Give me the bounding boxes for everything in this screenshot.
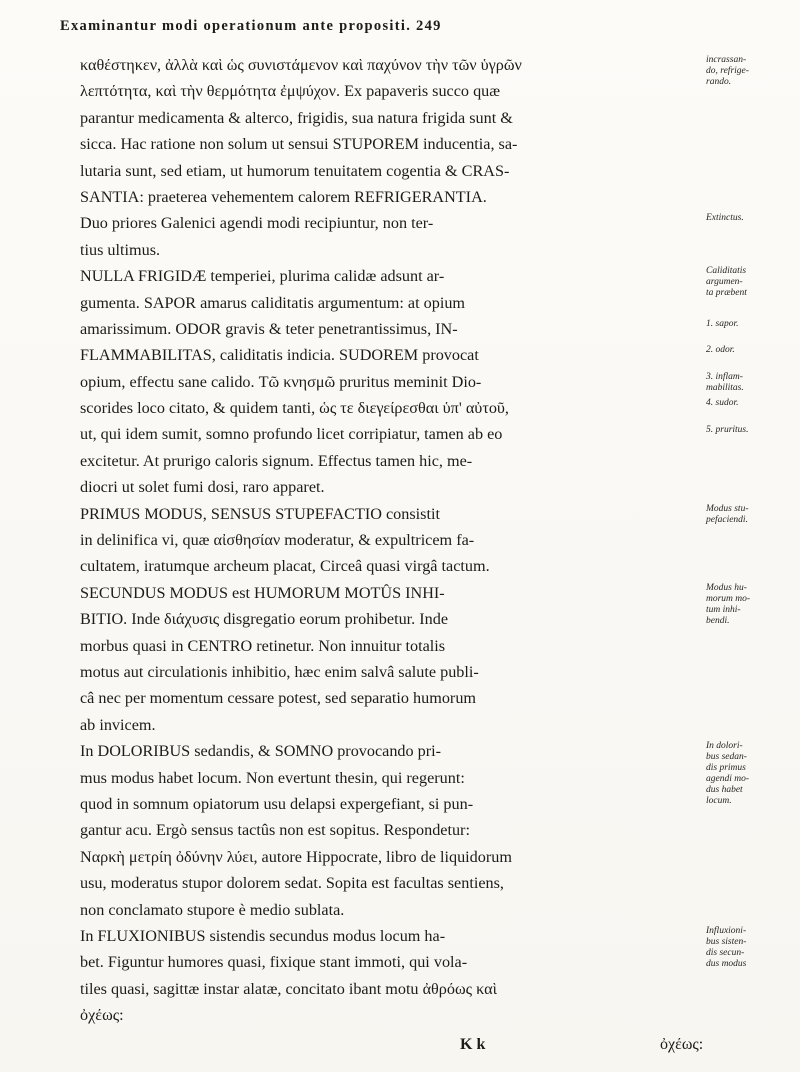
text-line: PRIMUS MODUS, SENSUS STUPEFACTIO consistit [80, 504, 440, 523]
margin-note: incrassan- do, refrige- rando. [706, 55, 749, 87]
text-line: motus aut circulationis inhibitio, hæc enim salvâ salute publi- [80, 662, 479, 681]
margin-note: Caliditatis argumen- ta præbent [706, 266, 747, 299]
text-line: In DOLORIBUS sedandis, & SOMNO provocando pri- [80, 742, 442, 761]
text-line: amarissimum. ODOR gravis & teter penetrantissimus, IN- [80, 319, 458, 338]
text-line: morbus quasi in CENTRO retinetur. Non innuitur totalis [80, 636, 446, 655]
margin-note: 2. odor. [706, 345, 735, 356]
margin-note: Modus stu- pefaciendi. [706, 503, 749, 525]
text-line: mus modus habet locum. Non evertunt thesin, qui regerunt: [80, 768, 465, 787]
running-header: Examinantur modi operationum ante propositi. 249 [60, 18, 442, 34]
margin-note: 5. pruritus. [706, 424, 749, 435]
text-line: câ nec per momentum cessare potest, sed separatio humorum [80, 689, 477, 708]
text-line: λεπτότητα, καὶ τὴν θερμότητα ἐμψύχον. Ex papaveris succo quæ [80, 82, 501, 101]
margin-note: 1. sapor. [706, 319, 739, 329]
text-line: ὀχέως: [80, 1006, 124, 1025]
text-line: scorides loco citato, & quidem tanti, ὡς τε διεγείρεσθαι ὑπ' αὐτοῦ, [80, 399, 509, 418]
signature-mark: K k [460, 1036, 486, 1053]
text-line: diocri ut solet fumi dosi, raro apparet. [80, 478, 325, 497]
text-line: SANTIA: praeterea vehementem calorem REFRIGERANTIA. [80, 187, 487, 206]
text-line: non conclamato stupore è medio sublata. [80, 900, 345, 919]
text-line: ab invicem. [80, 715, 156, 734]
text-line: tiles quasi, sagittæ instar alatæ, concitato ibant motu ἀθρόως καὶ [80, 979, 497, 998]
margin-note: 3. inflam- mabilitas. [706, 371, 744, 393]
text-line: In FLUXIONIBUS sistendis secundus modus locum ha- [80, 926, 446, 945]
text-line: usu, moderatus stupor dolorem sedat. Sopita est facultas sentiens, [80, 874, 504, 893]
margin-note: Influxioni- bus sisten- dis secun- dus modus [706, 926, 747, 970]
text-line: in delinifica vi, quæ αἰσθησίαν moderatur, & expultricem fa- [80, 531, 475, 550]
text-line: Ναρκὴ μετρίη ὀδύνην λύει, autore Hippocrate, libro de liquidorum [80, 847, 512, 866]
text-line: BITIO. Inde διάχυσις disgregatio eorum prohibetur. Inde [80, 610, 449, 629]
text-line: FLAMMABILITAS, caliditatis indicia. SUDOREM provocat [80, 346, 479, 365]
text-line: bet. Figuntur humores quasi, fixique stant immoti, qui vola- [80, 953, 468, 972]
text-line: sicca. Hac ratione non solum ut sensui STUPOREM inducentia, sa- [80, 135, 518, 154]
text-line: cultatem, iratumque archeum placat, Circeâ quasi virgâ tactum. [80, 557, 490, 576]
text-line: NULLA FRIGIDÆ temperiei, plurima calidæ adsunt ar- [80, 267, 445, 286]
text-line: tius ultimus. [80, 240, 161, 259]
margin-note: Extinctus. [706, 213, 744, 224]
margin-note: In dolori- bus sedan- dis primus agendi mo- dus habet locum. [706, 741, 750, 807]
text-line: Duo priores Galenici agendi modi recipiuntur, non ter- [80, 214, 434, 233]
catchword: ὀχέως: [660, 1036, 704, 1053]
text-line: gantur acu. Ergò sensus tactûs non est sopitus. Respondetur: [80, 821, 470, 840]
text-line: SECUNDUS MODUS est HUMORUM MOTÛS INHI- [80, 583, 445, 602]
text-line: parantur medicamenta & alterco, frigidis, sua natura frigida sunt & [80, 108, 513, 127]
text-line: lutaria sunt, sed etiam, ut humorum tenuitatem cogentia & CRAS- [80, 161, 510, 180]
text-line: gumenta. SAPOR amarus caliditatis argumentum: at opium [80, 293, 465, 312]
body-text [80, 52, 700, 1028]
text-line: ut, qui idem sumit, somno profundo licet corripiatur, tamen ab eo [80, 425, 503, 444]
text-line: quod in somnum opiatorum usu delapsi expergefiant, si pun- [80, 794, 474, 813]
text-line: opium, effectu sane calido. Τῶ κνησμῶ pruritus meminit Dio- [80, 372, 482, 391]
margin-note: Modus hu- morum mo- tum inhi- bendi. [706, 583, 751, 626]
margin-note: 4. sudor. [706, 398, 739, 409]
text-line: καθέστηκεν, ἀλλὰ καὶ ὡς συνιστάμενον καὶ παχύνον τὴν τῶν ὑγρῶν [80, 56, 522, 74]
text-line: excitetur. At prurigo caloris signum. Effectus tamen hic, me- [80, 451, 473, 470]
